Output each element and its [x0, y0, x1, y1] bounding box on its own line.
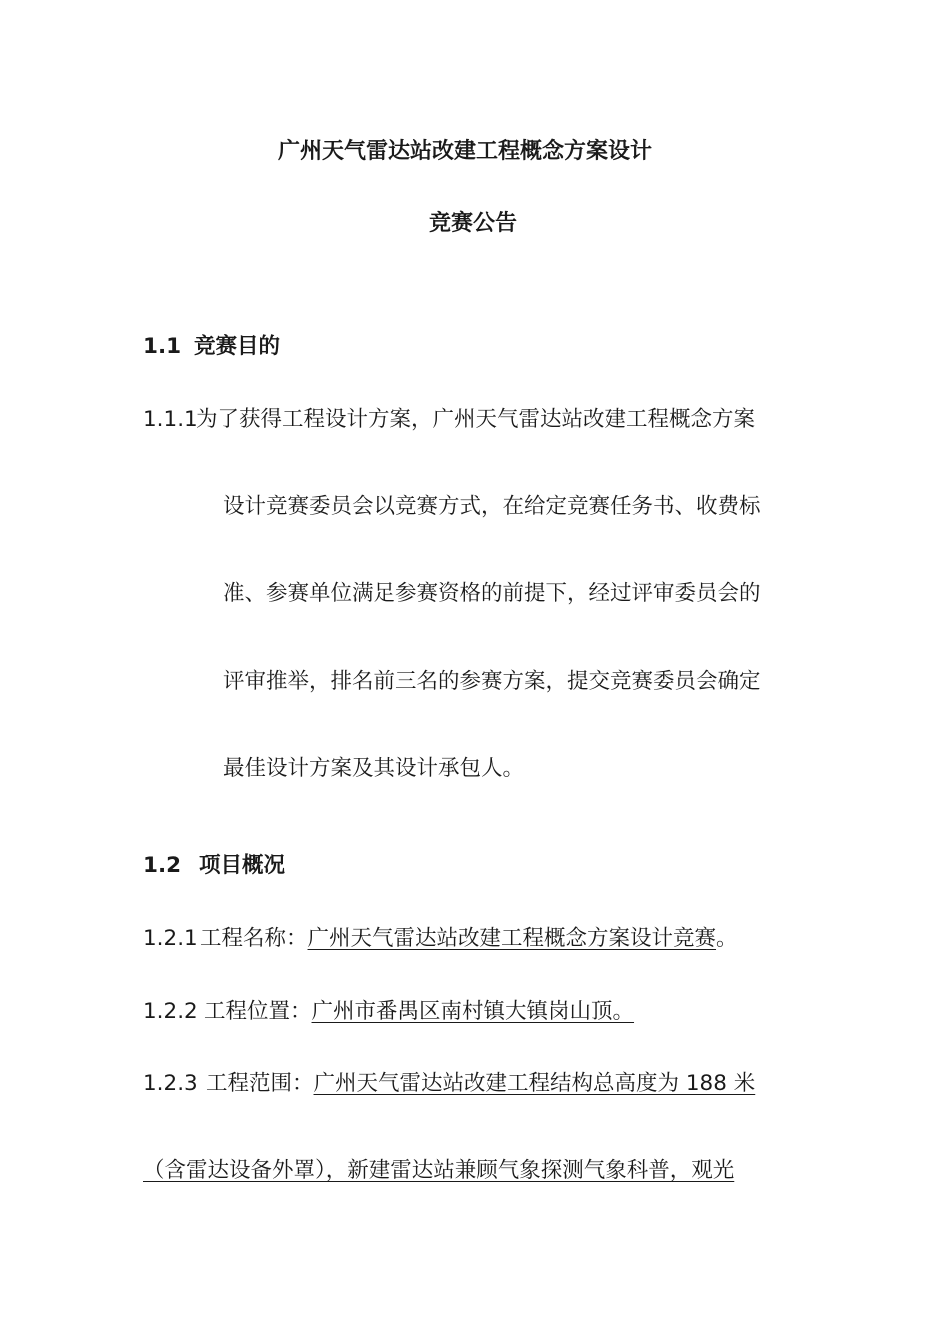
paragraph-line: 评审推举，排名前三名的参赛方案，提交竞赛委员会确定: [223, 669, 761, 694]
section-title: 竞赛目的: [194, 334, 281, 359]
section-heading: [143, 333, 280, 361]
paragraph-line: 最佳设计方案及其设计承包人。: [223, 756, 525, 781]
paragraph-line: 设计竞赛委员会以竞赛方式，在给定竞赛任务书、收费标: [223, 494, 761, 519]
paragraph-line: [143, 406, 755, 434]
item-line: [143, 998, 634, 1026]
item-line: [143, 1070, 755, 1098]
section-title: 项目概况: [199, 853, 286, 878]
item-value: 广州天气雷达站改建工程概念方案设计竞赛: [307, 926, 717, 951]
document-subtitle: 竞赛公告: [429, 211, 518, 236]
section-number: 1.2: [143, 853, 182, 878]
paragraph-line: 准、参赛单位满足参赛资格的前提下，经过评审委员会的: [223, 581, 761, 606]
item-label: 工程位置：: [204, 999, 312, 1024]
item-number: 1.2.3: [143, 1071, 198, 1096]
item-value: 广州天气雷达站改建工程结构总高度为 188 米: [313, 1071, 756, 1096]
item-number: 1.1.1: [143, 407, 198, 432]
section-number: 1.1: [143, 334, 182, 359]
section-heading: [143, 852, 285, 880]
item-line-continued: [143, 1157, 734, 1185]
item-number: 1.2.2: [143, 999, 198, 1024]
item-value: 广州市番禺区南村镇大镇岗山顶。: [311, 999, 635, 1024]
item-number: 1.2.1: [143, 926, 198, 951]
document-title: 广州天气雷达站改建工程概念方案设计: [278, 139, 653, 164]
item-line: [143, 925, 738, 953]
item-value: （含雷达设备外罩），新建雷达站兼顾气象探测气象科普，观光: [143, 1158, 735, 1183]
item-label: 工程范围：: [206, 1071, 314, 1096]
item-suffix: 。: [716, 926, 738, 951]
item-label: 工程名称：: [200, 926, 308, 951]
paragraph-text: 为了获得工程设计方案，广州天气雷达站改建工程概念方案: [196, 407, 756, 432]
